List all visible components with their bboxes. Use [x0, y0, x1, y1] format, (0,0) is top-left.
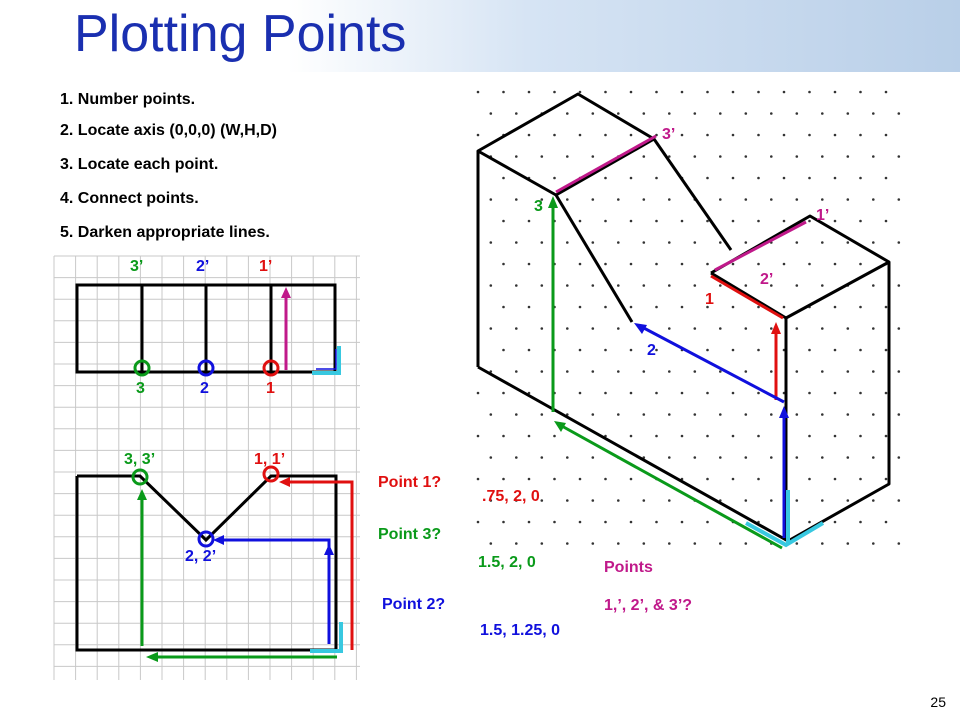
- isometric-dot-grid: [477, 91, 900, 545]
- question-point-2: Point 2?: [382, 596, 446, 613]
- answer-point-3: 1.5, 2, 0: [478, 554, 536, 571]
- step-1: 1. Number points.: [60, 91, 196, 108]
- top-label-1prime: 1’: [259, 258, 273, 275]
- top-view: [77, 285, 335, 372]
- front-blue-up-arrowhead: [324, 544, 334, 555]
- iso-blue-edge-arrow: [640, 326, 784, 402]
- iso-label-1: 1: [705, 291, 714, 308]
- iso-magenta-edge-3: [556, 136, 656, 192]
- iso-blue-edge-arrowhead: [634, 323, 647, 334]
- top-view-magenta-arrowhead: [281, 287, 291, 298]
- iso-green-base-arrow: [560, 425, 782, 548]
- iso-label-2: 2: [647, 342, 656, 359]
- front-blue-arrow: [218, 540, 329, 644]
- answer-point-1: .75, 2, 0: [482, 488, 540, 505]
- front-green-vertical-arrowhead: [137, 489, 147, 500]
- top-label-2prime: 2’: [196, 258, 210, 275]
- iso-label-3prime: 3’: [662, 126, 676, 143]
- iso-red-arrowhead: [771, 322, 781, 334]
- front-label-1: 1, 1’: [254, 451, 286, 468]
- iso-label-3: 3: [534, 198, 543, 215]
- isometric-object: [478, 94, 889, 541]
- front-red-arrowhead: [279, 477, 290, 487]
- step-5: 5. Darken appropriate lines.: [60, 224, 270, 241]
- front-label-2: 2, 2’: [185, 548, 217, 565]
- step-2: 2. Locate axis (0,0,0) (W,H,D): [60, 122, 277, 139]
- points-question-line2: 1,’, 2’, & 3’?: [604, 597, 693, 614]
- step-3: 3. Locate each point.: [60, 156, 219, 173]
- page-number: 25: [930, 694, 946, 710]
- points-question-line1: Points: [604, 559, 653, 576]
- front-green-horizontal-arrowhead: [146, 652, 158, 662]
- question-point-1: Point 1?: [378, 474, 442, 491]
- top-label-3: 3: [136, 380, 145, 397]
- iso-label-2prime: 2’: [760, 271, 774, 288]
- question-point-3: Point 3?: [378, 526, 442, 543]
- step-4: 4. Connect points.: [60, 190, 199, 207]
- top-label-3prime: 3’: [130, 258, 144, 275]
- top-label-1: 1: [266, 380, 275, 397]
- point-1-marker-front: [264, 467, 278, 481]
- iso-label-1prime: 1’: [816, 207, 830, 224]
- page-title: Plotting Points: [74, 5, 407, 63]
- front-label-3: 3, 3’: [124, 451, 156, 468]
- top-label-2: 2: [200, 380, 209, 397]
- answer-point-2: 1.5, 1.25, 0: [480, 622, 561, 639]
